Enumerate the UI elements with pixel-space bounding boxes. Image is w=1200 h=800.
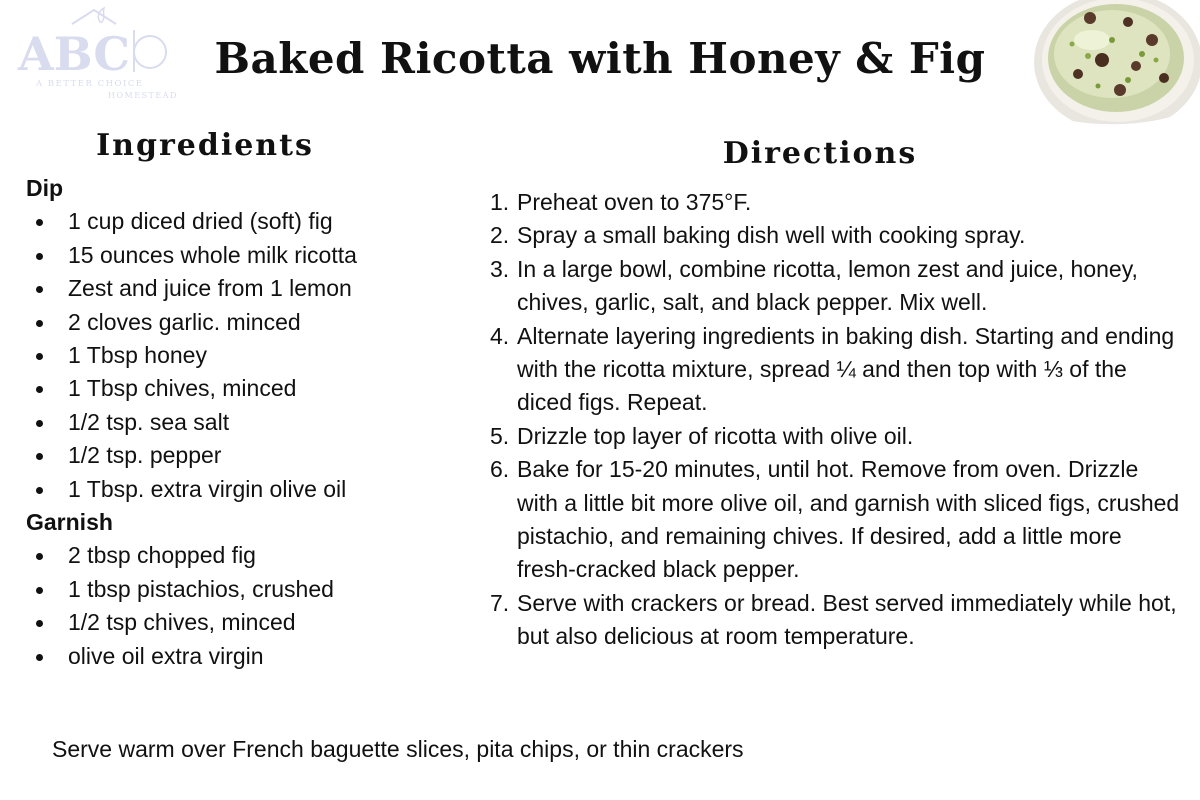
list-item xyxy=(26,205,456,238)
direction-step xyxy=(490,320,1180,420)
bullet-icon xyxy=(36,553,43,560)
bullet-icon xyxy=(36,420,43,427)
bullet-icon xyxy=(36,654,43,661)
ingredient-text: Zest and juice from 1 lemon xyxy=(68,275,352,302)
bullet-icon xyxy=(36,487,43,494)
step-number: 3. xyxy=(490,255,510,282)
direction-step xyxy=(490,219,1180,252)
ingredient-text: 1/2 tsp. sea salt xyxy=(68,408,230,435)
step-number: 1. xyxy=(490,189,510,215)
step-number: 2. xyxy=(490,222,510,249)
serving-note: Serve warm over French baguette slices, pita chips, or thin crackers xyxy=(52,736,744,762)
ingredient-text: 2 tbsp chopped fig xyxy=(68,542,256,569)
bullet-icon xyxy=(36,320,43,327)
ingredient-text: 1 Tbsp. extra virgin olive oil xyxy=(68,475,347,502)
ingredient-text: 1/2 tsp chives, minced xyxy=(68,609,296,636)
ingredient-text: olive oil extra virgin xyxy=(68,642,264,669)
garnish-label: Garnish xyxy=(26,509,113,536)
step-text: Serve with crackers or bread. Best served immediately while hot, but also delicious at room temperature. xyxy=(517,589,1177,650)
dip-label: Dip xyxy=(26,175,64,201)
ingredients-heading: Ingredients xyxy=(96,128,314,163)
list-item xyxy=(26,439,456,472)
recipe-title: Baked Ricotta with Honey & Fig xyxy=(214,34,986,83)
ingredient-text: 1 tbsp pistachios, crushed xyxy=(68,575,334,602)
bullet-icon xyxy=(36,219,43,226)
step-text: Bake for 15-20 minutes, until hot. Remove from oven. Drizzle with a little bit more olive oil, and garnish with sliced figs, crushed pistachio, and remaining chives. If desired, add a little more fresh-cracked black pepper. xyxy=(517,456,1180,583)
bullet-icon xyxy=(36,386,43,393)
list-item xyxy=(26,272,456,305)
step-text: Alternate layering ingredients in baking dish. Starting and ending with the ricotta mixture, spread ¼ and then top with ⅓ of the diced figs. Repeat. xyxy=(517,322,1175,416)
list-item xyxy=(26,406,456,439)
directions-list xyxy=(490,186,1180,654)
bullet-icon xyxy=(36,253,43,260)
list-item xyxy=(26,539,456,572)
list-item xyxy=(26,306,456,339)
dish-photo xyxy=(1032,0,1200,128)
list-item xyxy=(26,372,456,405)
step-number: 6. xyxy=(490,456,510,483)
direction-step xyxy=(490,420,1180,453)
list-item xyxy=(26,640,456,673)
list-item xyxy=(26,473,456,506)
step-number: 7. xyxy=(490,589,510,616)
ingredient-text: 15 ounces whole milk ricotta xyxy=(68,241,357,268)
list-item xyxy=(26,606,456,639)
logo-tagline: A BETTER CHOICE xyxy=(36,79,144,89)
logo-letters: ABC xyxy=(18,27,131,81)
step-number: 4. xyxy=(490,322,510,349)
list-item xyxy=(26,339,456,372)
step-text: In a large bowl, combine ricotta, lemon zest and juice, honey, chives, garlic, salt, and black pepper. Mix well. xyxy=(517,255,1138,316)
logo-graphic xyxy=(14,6,184,102)
step-text: Preheat oven to 375°F. xyxy=(517,189,752,215)
dish-photo-graphic xyxy=(1032,0,1200,128)
garnish-list xyxy=(26,539,456,673)
bullet-icon xyxy=(36,286,43,293)
logo-watermark xyxy=(14,6,184,102)
bullet-icon xyxy=(36,587,43,594)
step-text: Spray a small baking dish well with cooking spray. xyxy=(517,222,1026,249)
direction-step xyxy=(490,253,1180,320)
ingredient-text: 1/2 tsp. pepper xyxy=(68,442,222,469)
list-item xyxy=(26,573,456,606)
ingredient-text: 1 Tbsp chives, minced xyxy=(68,375,297,402)
bullet-icon xyxy=(36,353,43,360)
logo-tagline-2: HOMESTEAD xyxy=(108,91,178,100)
list-item xyxy=(26,239,456,272)
direction-step xyxy=(490,587,1180,654)
bullet-icon xyxy=(36,620,43,627)
step-text: Drizzle top layer of ricotta with olive oil. xyxy=(517,422,914,449)
ingredient-text: 1 cup diced dried (soft) fig xyxy=(68,208,333,235)
ingredient-text: 2 cloves garlic. minced xyxy=(68,308,301,335)
direction-step xyxy=(490,186,1180,219)
directions-heading: Directions xyxy=(722,136,918,171)
step-number: 5. xyxy=(490,422,510,449)
ingredients-section xyxy=(26,172,456,673)
direction-step xyxy=(490,453,1180,587)
ingredient-text: 1 Tbsp honey xyxy=(68,342,207,369)
directions-section xyxy=(490,186,1180,654)
dip-list xyxy=(26,205,456,506)
bullet-icon xyxy=(36,453,43,460)
